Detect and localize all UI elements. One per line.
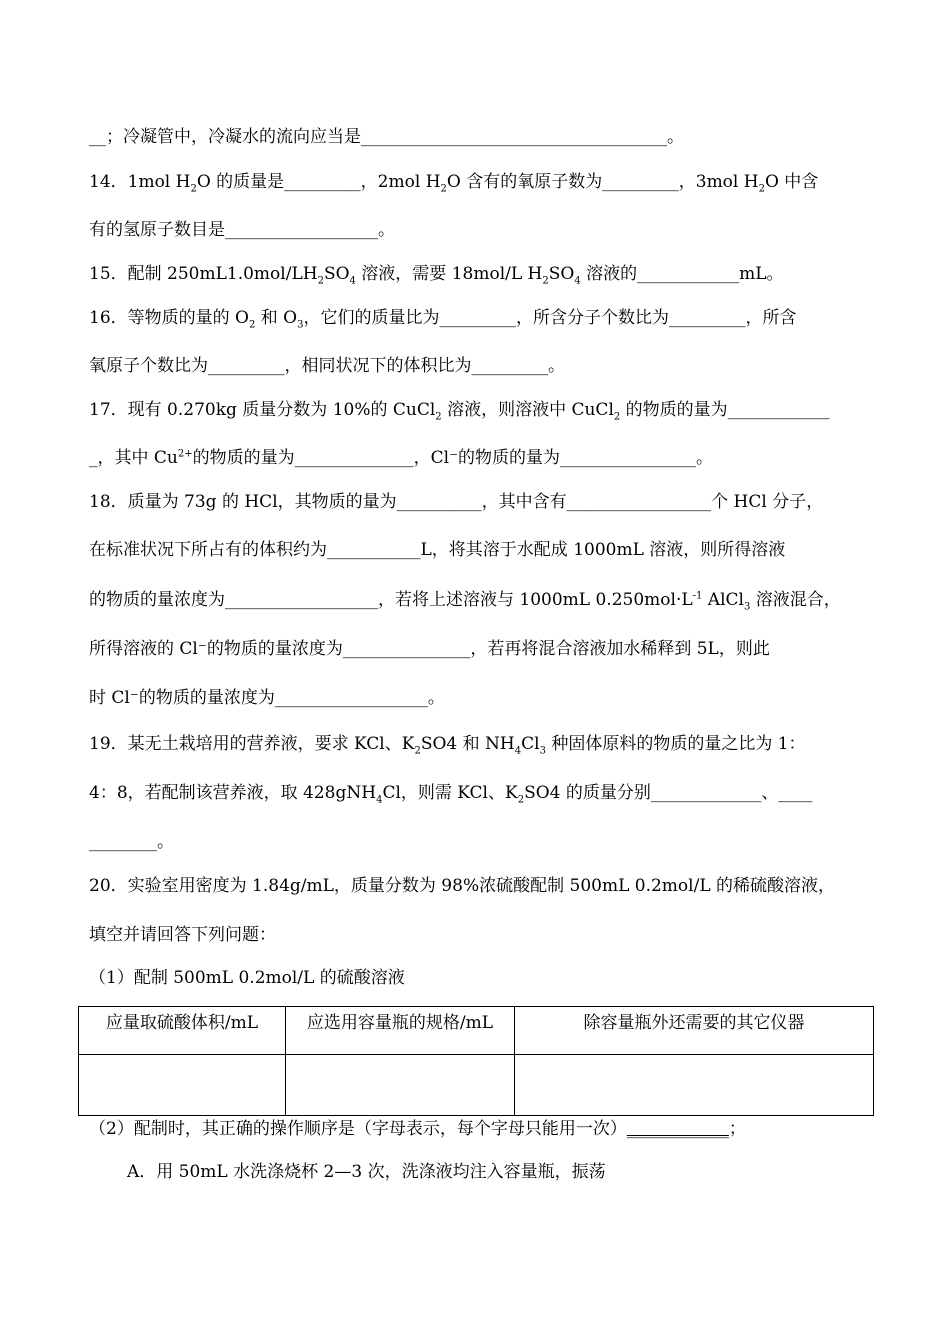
question-15: 15．配制 $250mL1.0mol/LH_2SO_4$ 溶液，需要 18mol/L $H_2SO_4$ 溶液的____________mL。	[89, 264, 784, 287]
question-19: 19．某无土栽培用的营养液，要求 KCl、$K_2SO4$ 和 $NH_4Cl_3$ 种固体原料的物质的量之比为 1：	[89, 734, 806, 757]
question-18-cont-1: 在标准状况下所占有的体积约为___________L，将其溶于水配成 1000mL 溶液，则所得溶液	[89, 540, 786, 560]
answer-table	[78, 1006, 874, 1116]
answer-cell[interactable]	[79, 1055, 286, 1116]
question-17-cont: _，其中 $Cu^{2+}$的物质的量为______________，Cl⁻的物质的量为________________。	[89, 448, 714, 468]
question-18: 18．质量为 73g 的 HCl，其物质的量为__________，其中含有_________________个 HCl 分子，	[89, 492, 824, 512]
question-14-cont: 有的氢原子数目是__________________。	[89, 220, 395, 240]
question-20: 20．实验室用密度为 1.84g/mL，质量分数为 98%浓硫酸配制 500mL 0.2mol/L 的稀硫酸溶液，	[89, 876, 836, 896]
answer-cell[interactable]	[286, 1055, 515, 1116]
question-18-cont-2: 的物质的量浓度为__________________，若将上述溶液与 1000mL $0.250mol\cdot L^{-1}$ AlCl$_3$ 溶液混合，	[89, 590, 841, 613]
question-20-part-1: （1）配制 500mL 0.2mol/L 的硫酸溶液	[89, 968, 405, 988]
option-a: A．用 50mL 水洗涤烧杯 2—3 次，洗涤液均注入容量瓶，振荡	[127, 1162, 606, 1182]
question-14: 14．1mol $H_2O$ 的质量是_________，2mol $H_2O$ 含有的氧原子数为_________，3mol $H_2O$ 中含	[89, 172, 819, 195]
text-line-1: __；冷凝管中，冷凝水的流向应当是____________________________________。	[89, 127, 684, 147]
question-19-cont-2: ________。	[89, 832, 174, 852]
question-20-cont: 填空并请回答下列问题：	[89, 925, 276, 945]
question-18-cont-3: 所得溶液的 Cl⁻的物质的量浓度为_______________，若再将混合溶液加水稀释到 5L，则此	[89, 639, 770, 659]
question-16-cont: 氧原子个数比为_________，相同状况下的体积比为_________。	[89, 356, 565, 376]
answer-cell[interactable]	[515, 1055, 874, 1116]
table-row	[79, 1055, 874, 1116]
question-19-cont: 4：8，若配制该营养液，取 428gNH$_4$Cl，则需 KCl、$K_2SO4$ 的质量分别_____________、____	[89, 783, 813, 806]
question-17: 17．现有 0.270kg 质量分数为 10%的 CuCl$_2$ 溶液，则溶液中 CuCl$_2$ 的物质的量为____________	[89, 400, 830, 423]
table-header-cell: 应量取硫酸体积/mL	[79, 1007, 286, 1055]
table-header-row	[79, 1007, 874, 1055]
question-16: 16．等物质的量的 $O_2$ 和 $O_3$，它们的质量比为_________，所含分子个数比为_________，所含	[89, 308, 797, 331]
table-header-cell: 应选用容量瓶的规格/mL	[286, 1007, 515, 1055]
question-20-part-2: （2）配制时，其正确的操作顺序是（字母表示，每个字母只能用一次）____________；	[89, 1119, 746, 1139]
table-header-cell: 除容量瓶外还需要的其它仪器	[515, 1007, 874, 1055]
question-18-cont-4: 时 Cl⁻的物质的量浓度为__________________。	[89, 688, 445, 708]
